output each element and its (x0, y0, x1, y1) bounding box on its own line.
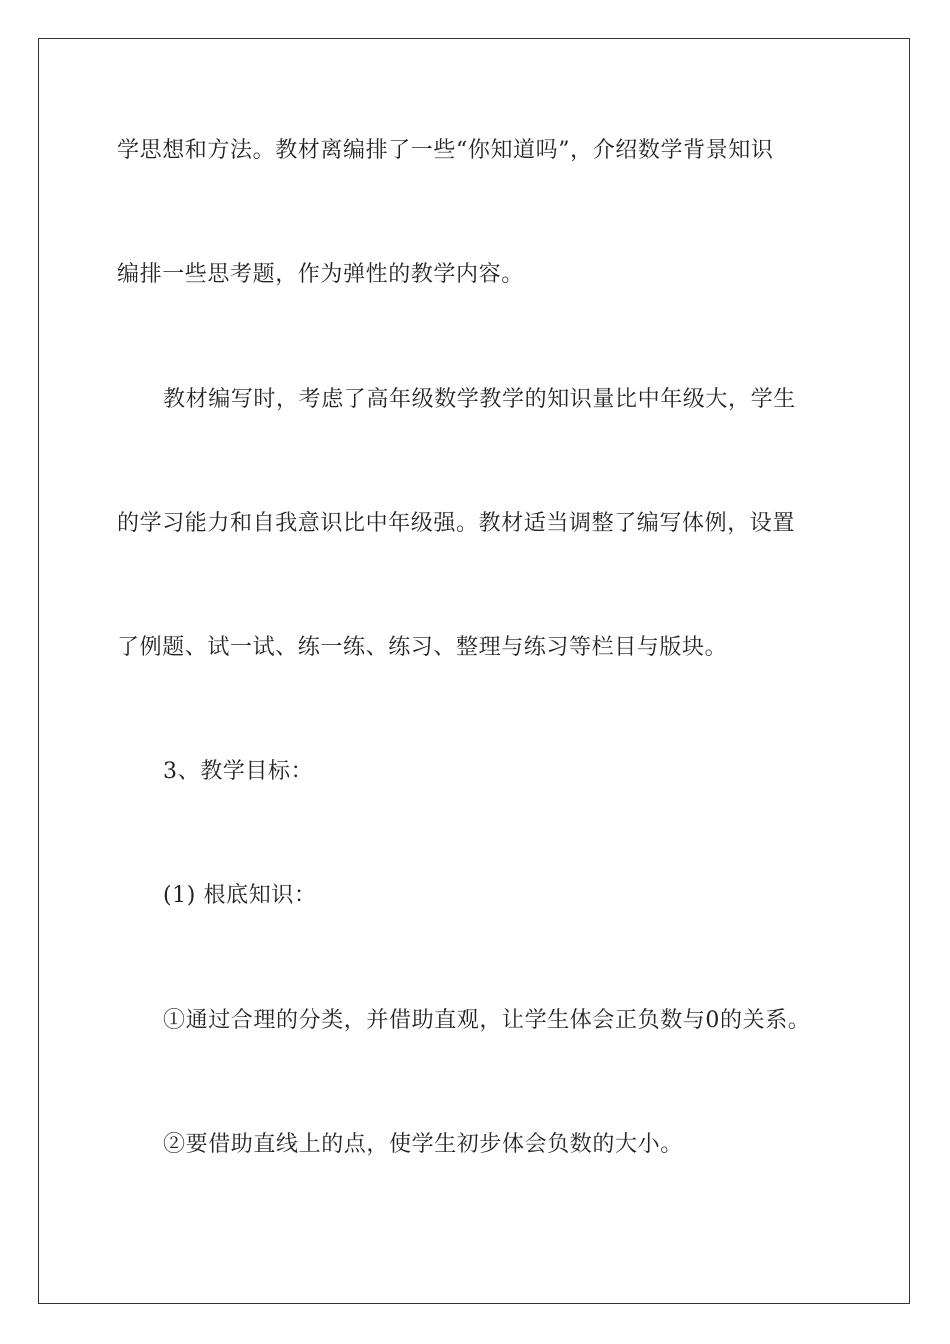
list-item-2: ②要借助直线上的点，使学生初步体会负数的大小。 (163, 1132, 683, 1157)
section-heading-teaching-goals: 3、教学目标： (163, 759, 314, 784)
list-item-1: ①通过合理的分类，并借助直观，让学生体会正负数与0的关系。 (163, 1008, 811, 1033)
text-line-4: 的学习能力和自我意识比中年级强。教材适当调整了编写体例，设置 (117, 511, 796, 536)
page-border (38, 38, 910, 1304)
subsection-heading-basic-knowledge: (1) 根底知识： (163, 883, 317, 908)
text-line-2: 编排一些思考题，作为弹性的教学内容。 (117, 262, 524, 287)
text-line-3: 教材编写时，考虑了高年级数学教学的知识量比中年级大，学生 (163, 387, 796, 412)
text-line-1: 学思想和方法。教材离编排了一些“你知道吗”，介绍数学背景知识 (117, 138, 774, 163)
text-line-5: 了例题、试一试、练一练、练习、整理与练习等栏目与版块。 (117, 635, 728, 660)
